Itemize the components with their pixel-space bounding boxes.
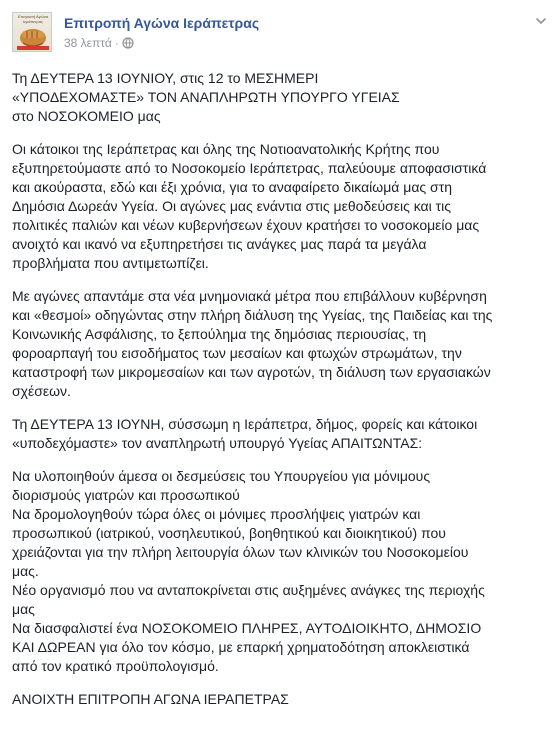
text-line: ανοιχτό και ικανό να εξυπηρετήσει τις ανάγκες μας παρά τα μεγάλα [12,236,427,252]
text-line: και «θεσμοί» οδηγώντας στην πλήρη διάλυση της Υγείας, της Παιδείας και της [12,307,493,323]
page-avatar[interactable] [12,12,52,52]
demand-line: χρειάζονται για την πλήρη λειτουργία όλων των κλινικών του Νοσοκομείου [12,544,469,560]
demand-line: Να διασφαλιστεί ένα ΝΟΣΟΚΟΜΕΙΟ ΠΛΗΡΕΣ, ΑΥΤΟΔΙΟΙΚΗΤΟ, ΔΗΜΟΣΙΟ [12,620,482,636]
text-line: Τη ΔΕΥΤΕΡΑ 13 ΙΟΥΝΗ, σύσσωμη η Ιεράπετρα, δήμος, φορείς και κάτοικοι [12,416,478,432]
intro-line: Τη ΔΕΥΤΕΡΑ 13 ΙΟΥΝΙΟΥ, στις 12 το ΜΕΣΗΜΕΡΙ [12,70,319,86]
text-line: και ακούραστα, εδώ και έξι χρόνια, για το αναφαίρετο δικαίωμά μας στη [12,179,453,195]
text-line: Δημόσια Δωρεάν Υγεία. Οι αγώνες μας ενάντια στις μεθοδεύσεις και τις [12,198,452,214]
fist-logo-icon [13,13,52,52]
globe-icon[interactable] [122,37,134,53]
text-line: «υποδεχόμαστε» τον αναπληρωτή υπουργό Υγείας ΑΠΑΙΤΩΝΤΑΣ: [12,435,423,451]
intro-line: στο ΝΟΣΟΚΟΜΕΙΟ μας [12,108,161,124]
intro-paragraph [12,69,548,126]
demand-line: προσωπικού (ιατρικού, νοσηλευτικού, βοηθητικού και διοικητικού) που [12,525,446,541]
post-header [0,0,560,60]
text-line: πολιτικές παλιών και νέων κυβερνήσεων έχουν κρατήσει το νοσοκομείο μας [12,217,480,233]
demand-line: Να δρομολογηθούν τώρα όλες οι μόνιμες προσλήψεις γιατρών και [12,506,421,522]
intro-line: «ΥΠΟΔΕΧΟΜΑΣΤΕ» ΤΟΝ ΑΝΑΠΛΗΡΩΤΗ ΥΠΟΥΡΓΟ ΥΓΕΙΑΣ [12,89,400,105]
text-line: Οι κάτοικοι της Ιεράπετρας και όλης της Νοτιοανατολικής Κρήτης που [12,141,440,157]
text-line: εξυπηρετούμαστε από το Νοσοκομείο Ιεράπετρας, παλεύουμε αποφασιστικά [12,160,487,176]
text-line: προβλήματα που αντιμετωπίζει. [12,255,209,271]
avatar-caption: Επιτροπή Αγώνα Ιεράπετρας [17,14,49,24]
text-line: Με αγώνες απαντάμε στα νέα μνημονιακά μέτρα που επιβάλλουν κυβέρνηση [12,288,487,304]
demand-line: Νέο οργανισμό που να ανταποκρίνεται στις αυξημένες ανάγκες της περιοχής [12,582,485,598]
meta-separator: · [114,36,119,50]
paragraph-1 [12,140,548,273]
paragraph-3 [12,415,548,453]
demand-line: ΚΑΙ ΔΩΡΕΑΝ για όλο τον κόσμο, με επαρκή χρηματοδότηση αποκλειστικά [12,639,470,655]
text-line: Κοινωνικής Ασφάλισης, το ξεπούλημα της δημόσιας περιουσίας, τη [12,326,427,342]
chevron-down-icon[interactable] [534,14,548,28]
demands-paragraph [12,467,548,676]
text-line: καταστροφή των μικρομεσαίων και των αγροτών, τη διάλυση των εργασιακών [12,364,491,380]
demand-line: διορισμούς γιατρών και προσωπικού [12,487,240,503]
demand-line: μας [12,601,35,617]
signature: ΑΝΟΙΧΤΗ ΕΠΙΤΡΟΠΗ ΑΓΩΝΑ ΙΕΡΑΠΕΤΡΑΣ [12,691,289,707]
demand-line: μας. [12,563,39,579]
post-body [12,69,548,709]
paragraph-2 [12,287,548,401]
text-line: σχέσεων. [12,383,71,399]
post-meta [64,35,134,53]
post-timestamp[interactable]: 38 λεπτά [64,36,112,50]
text-line: φοροαρπαγή του εισοδήματος των μεσαίων και φτωχών στρωμάτων, την [12,345,462,361]
demand-line: Να υλοποιηθούν άμεσα οι δεσμεύσεις του Υπουργείου για μόνιμους [12,468,431,484]
page-name-link[interactable]: Επιτροπή Αγώνα Ιεράπετρας [64,15,260,31]
demand-line: από τον κρατικό προϋπολογισμό. [12,658,219,674]
